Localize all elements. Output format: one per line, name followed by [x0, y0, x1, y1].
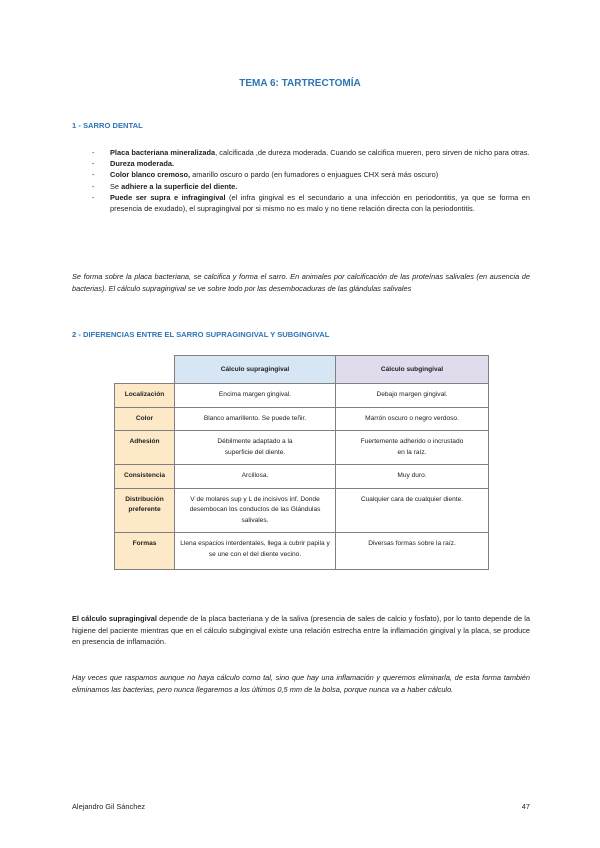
table-cell: Arcillosa. [175, 465, 336, 489]
table-row [115, 465, 489, 489]
table-row [115, 431, 489, 465]
list-item: - Color blanco cremoso, amarillo oscuro o pardo (en fumadores o enjuagues CHX será más oscuro) [92, 170, 439, 180]
list-item: - Puede ser supra e infragingival (el infra gingival es el secundario a una infección en periodontitis, ya que se forma en presencia de exudado), el supragingival por si mismo no es malo y no tiene relación directa con la periodontitis. [92, 192, 530, 214]
row-header: Formas [115, 533, 175, 570]
column-header-supragingival: Cálculo supragingival [175, 356, 336, 384]
row-header: Localización [115, 384, 175, 408]
table-row [115, 384, 489, 408]
table-cell: Muy duro. [336, 465, 489, 489]
table-corner [115, 356, 175, 384]
table-cell: Llena espacios interdentales, llega a cubrir papila y se une con el del diente vecino. [175, 533, 336, 570]
table-cell: Debajo margen gingival. [336, 384, 489, 408]
table-row [115, 407, 489, 431]
table-cell: Diversas formas sobre la raíz. [336, 533, 489, 570]
row-header: Consistencia [115, 465, 175, 489]
comparison-table [114, 355, 489, 570]
table-cell: Débilmente adaptado a la superficie del diente. [175, 431, 336, 465]
section-heading-diferencias: 2 - DIFERENCIAS ENTRE EL SARRO SUPRAGINGIVAL Y SUBGINGIVAL [72, 330, 330, 339]
table-row [115, 488, 489, 533]
row-header: Adhesión [115, 431, 175, 465]
section-heading-sarro-dental: 1 - SARRO DENTAL [72, 121, 143, 130]
sarro-characteristics-list [92, 147, 530, 214]
sarro-formation-note: Se forma sobre la placa bacteriana, se calcifica y forma el sarro. En animales por calcificación de las proteínas salivales (en ausencia de bacterias). El cálculo supragingival se ve sobre todo por las desembocaduras de las glándulas salivales [72, 272, 530, 293]
raspado-note: Hay veces que raspamos aunque no haya cálculo como tal, sino que hay una inflamación y queremos eliminarla, de esta forma también eliminamos las bacterias, pero nunca llegaremos a los últimos 0,5 mm de la bolsa, porque nunca va a haber cálculo. [72, 673, 530, 694]
table-cell: V de molares sup y L de incisivos inf. Donde desembocan los conductos de las Glándulas salivales. [175, 488, 336, 533]
table-cell: Encima margen gingival. [175, 384, 336, 408]
supragingival-paragraph: El cálculo supragingival depende de la placa bacteriana y de la saliva (presencia de sales de calcio y fosfato), por lo tanto depende de la higiene del paciente mientras que en el cálculo subgingival existe una relación estrecha entre la inflamación gingival y la placa, se produce en presencia de inflamación. [72, 614, 531, 647]
column-header-subgingival: Cálculo subgingival [336, 356, 489, 384]
page-title: TEMA 6: TARTRECTOMÍA [239, 78, 361, 89]
page-number: 47 [521, 802, 530, 811]
table-header-row [115, 356, 489, 384]
table-row [115, 533, 489, 570]
table-cell: Fuertemente adherido o incrustado en la raíz. [336, 431, 489, 465]
row-header: Distribución preferente [115, 488, 175, 533]
table-cell: Marrón oscuro o negro verdoso. [336, 407, 489, 431]
table-cell: Cualquier cara de cualquier diente. [336, 488, 489, 533]
table-cell: Blanco amarillento. Se puede teñir. [175, 407, 336, 431]
footer-author: Alejandro Gil Sánchez [72, 802, 146, 811]
list-item: - Dureza moderada. [92, 159, 175, 169]
list-item: - Placa bacteriana mineralizada, calcificada ,de dureza moderada. Cuando se calcifica mueren, pero sirven de nicho para otras. [92, 148, 530, 157]
list-item: - Se adhiere a la superficie del diente. [92, 181, 238, 191]
row-header: Color [115, 407, 175, 431]
